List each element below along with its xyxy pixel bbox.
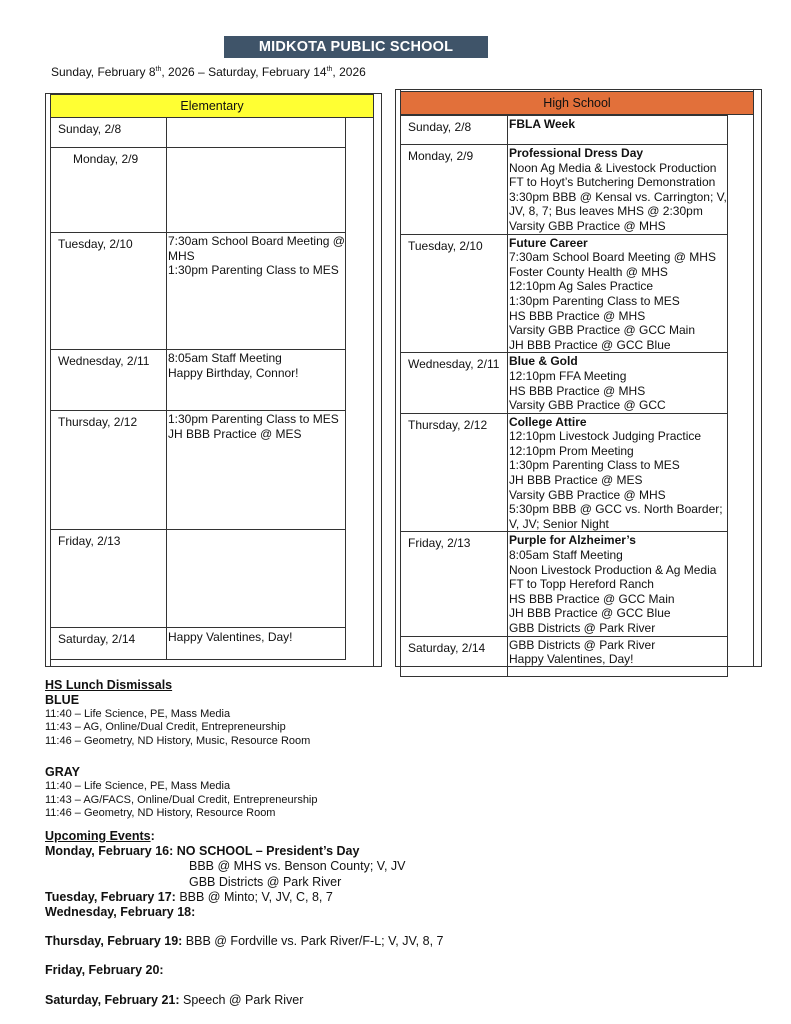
event-line: Foster County Health @ MHS [509,264,668,279]
table-row [51,233,346,350]
dismissal-line: 11:43 – AG, Online/Dual Credit, Entrepreneurship [45,721,286,734]
day-label: Friday, 2/13 [51,530,167,628]
table-row [51,411,346,530]
event-line: Noon Ag Media & Livestock Production [509,160,717,175]
day-events [167,411,346,530]
event-line: V, JV; Senior Night [509,516,609,531]
dismissal-line: 11:46 – Geometry, ND History, Music, Resource Room [45,734,311,747]
table-row [51,148,346,233]
gray-group-label: GRAY [45,765,80,780]
day-events [167,628,346,660]
table-row [51,118,346,148]
dismissal-line: 11:43 – AG/FACS, Online/Dual Credit, Entrepreneurship [45,793,318,806]
event-day-monday: Monday, February 16: NO SCHOOL – President’s Day [45,844,360,859]
high-school-panel [395,89,762,667]
event-line: Happy Valentines, Day! [168,630,293,644]
day-label: Friday, 2/13 [401,532,508,636]
event-line: GBB Districts @ Park River [509,621,656,635]
event-line: MHS [168,248,195,263]
event-line: JH BBB Practice @ GCC Blue [509,337,671,352]
table-row [401,234,728,353]
event-line: Varsity GBB Practice @ MHS [509,218,666,233]
table-row [51,350,346,411]
day-theme: Future Career [509,235,588,250]
event-day-wednesday: Wednesday, February 18: [45,905,196,920]
day-events [167,350,346,411]
elementary-panel [45,93,382,667]
event-day-saturday: Saturday, February 21: Speech @ Park River [45,992,304,1007]
day-theme: Blue & Gold [509,354,578,369]
day-events [167,148,346,233]
table-row [401,145,728,235]
event-line: Noon Livestock Production & Ag Media [509,562,717,577]
upcoming-events [45,829,443,1008]
day-events [508,353,728,413]
day-theme: Purple for Alzheimer’s [509,533,636,548]
event-line: 7:30am School Board Meeting @ MHS [509,250,716,265]
event-line: 12:10pm Prom Meeting [509,443,634,458]
event-line: Happy Valentines, Day! [509,652,634,667]
high-school-schedule-table [400,115,728,677]
upcoming-title: Upcoming Events [45,829,151,843]
event-line: 12:10pm Livestock Judging Practice [509,429,702,444]
event-line: 7:30am School Board Meeting @ [168,234,345,248]
day-theme: College Attire [509,414,587,429]
day-label: Wednesday, 2/11 [51,350,167,411]
event-line: 1:30pm Parenting Class to MES [168,412,339,426]
day-label: Tuesday, 2/10 [401,234,508,353]
table-row [51,628,346,660]
day-label: Saturday, 2/14 [51,628,167,660]
day-label: Tuesday, 2/10 [51,233,167,350]
high-school-header: High School [400,91,754,115]
event-line: JH BBB Practice @ MES [168,426,302,441]
event-day-tuesday: Tuesday, February 17: BBB @ Minto; V, JV, C, 8, 7 [45,889,333,904]
event-line: GBB Districts @ Park River [509,637,656,652]
upcoming-title-row: Upcoming Events: [45,829,155,843]
event-line: 1:30pm Parenting Class to MES [168,263,339,278]
event-line: Varsity GBB Practice @ GCC [509,398,666,413]
event-line: 8:05am Staff Meeting [168,351,282,365]
event-day-friday: Friday, February 20: [45,963,164,978]
day-events [167,233,346,350]
event-line: GBB Districts @ Park River [189,874,342,889]
day-label: Sunday, 2/8 [401,116,508,145]
event-line: BBB @ MHS vs. Benson County; V, JV [189,859,406,874]
event-line: 12:10pm Ag Sales Practice [509,279,654,294]
week-date-range: Sunday, February 8th, 2026 – Saturday, February 14th, 2026 [51,65,366,79]
day-events [167,118,346,148]
event-line: HS BBB Practice @ MHS [509,383,646,398]
event-line: JH BBB Practice @ MES [509,473,643,488]
blue-group-label: BLUE [45,693,80,707]
table-row [401,413,728,532]
day-label: Thursday, 2/12 [51,411,167,530]
event-line: HS BBB Practice @ GCC Main [509,591,675,606]
elementary-header: Elementary [50,94,374,118]
day-label: Saturday, 2/14 [401,636,508,676]
day-label: Wednesday, 2/11 [401,353,508,413]
table-row [401,116,728,145]
day-events [508,145,728,235]
table-row [51,530,346,628]
dismissal-line: 11:40 – Life Science, PE, Mass Media [45,780,231,793]
elementary-schedule-table [50,117,346,660]
event-line: FT to Hoyt’s Butchering Demonstration [509,175,716,190]
table-row [401,353,728,413]
event-line: 12:10pm FFA Meeting [509,368,627,383]
dismissal-line: 11:46 – Geometry, ND History, Resource Room [45,807,276,820]
table-row [401,532,728,636]
day-events [167,530,346,628]
day-events [508,532,728,636]
day-label: Sunday, 2/8 [51,118,167,148]
event-line: JV, 8, 7; Bus leaves MHS @ 2:30pm [509,204,703,219]
day-theme: Professional Dress Day [509,146,644,160]
event-line: Happy Birthday, Connor! [168,365,299,380]
event-line: JH BBB Practice @ GCC Blue [509,606,671,621]
event-day-thursday: Thursday, February 19: BBB @ Fordville vs. Park River/F-L; V, JV, 8, 7 [45,934,444,949]
event-line: FT to Topp Hereford Ranch [509,577,654,592]
event-line: 1:30pm Parenting Class to MES [509,293,680,308]
day-events [508,234,728,353]
event-line: Varsity GBB Practice @ MHS [509,487,666,502]
day-events [508,636,728,676]
event-line: 3:30pm BBB @ Kensal vs. Carrington; V, [509,189,727,204]
table-row [401,636,728,676]
lunch-title: HS Lunch Dismissals [45,678,173,692]
event-line: 5:30pm BBB @ GCC vs. North Boarder; [509,502,723,517]
event-line: 1:30pm Parenting Class to MES [509,458,680,473]
dismissal-line: 11:40 – Life Science, PE, Mass Media [45,708,231,720]
school-name-banner: MIDKOTA PUBLIC SCHOOL [224,36,488,58]
event-line: Varsity GBB Practice @ GCC Main [509,323,695,338]
lunch-dismissals [45,678,318,820]
event-line: HS BBB Practice @ MHS [509,308,646,323]
day-label: Thursday, 2/12 [401,413,508,532]
event-line: 8:05am Staff Meeting [509,548,623,563]
day-events [508,413,728,532]
day-events [508,116,728,145]
day-label: Monday, 2/9 [51,148,167,233]
day-label: Monday, 2/9 [401,145,508,235]
day-theme: FBLA Week [509,117,576,131]
